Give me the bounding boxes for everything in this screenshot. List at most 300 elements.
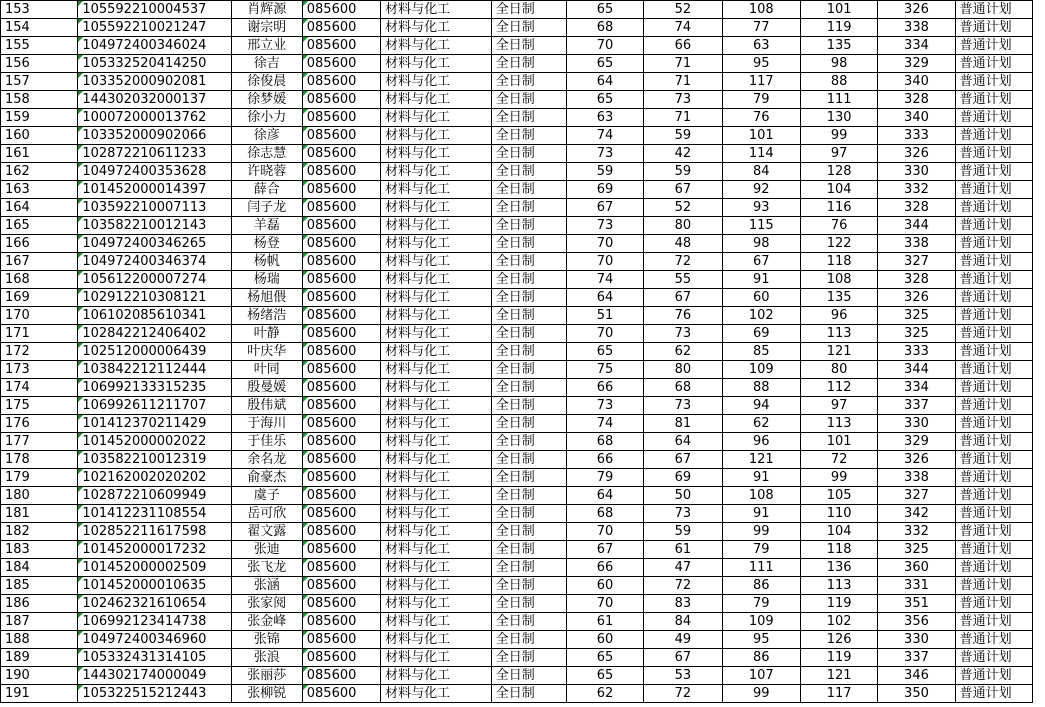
english-score-cell[interactable]: 68: [644, 379, 722, 397]
major-name-cell[interactable]: 材料与化工: [381, 361, 492, 379]
major-name-cell[interactable]: 材料与化工: [381, 307, 492, 325]
politics-score-cell[interactable]: 68: [566, 19, 643, 37]
exam-id-cell[interactable]: 102872210611233: [78, 145, 232, 163]
major-name-cell[interactable]: 材料与化工: [381, 217, 492, 235]
exam-id-cell[interactable]: 105592210021247: [78, 19, 232, 37]
study-mode-cell[interactable]: 全日制: [491, 217, 566, 235]
english-score-cell[interactable]: 62: [644, 343, 722, 361]
major-name-cell[interactable]: 材料与化工: [381, 415, 492, 433]
exam-id-cell[interactable]: 101452000014397: [78, 181, 232, 199]
major-name-cell[interactable]: 材料与化工: [381, 577, 492, 595]
exam-id-cell[interactable]: 101412231108554: [78, 505, 232, 523]
subject1-score-cell[interactable]: 121: [722, 451, 800, 469]
politics-score-cell[interactable]: 66: [566, 379, 643, 397]
major-code-cell[interactable]: 085600: [302, 631, 380, 649]
subject1-score-cell[interactable]: 111: [722, 559, 800, 577]
major-code-cell[interactable]: 085600: [302, 541, 380, 559]
politics-score-cell[interactable]: 68: [566, 433, 643, 451]
study-mode-cell[interactable]: 全日制: [491, 199, 566, 217]
name-cell[interactable]: 殷曼媛: [231, 379, 302, 397]
row-index[interactable]: 160: [1, 127, 78, 145]
name-cell[interactable]: 于佳乐: [231, 433, 302, 451]
major-name-cell[interactable]: 材料与化工: [381, 469, 492, 487]
english-score-cell[interactable]: 73: [644, 325, 722, 343]
plan-type-cell[interactable]: 普通计划: [955, 199, 1032, 217]
exam-id-cell[interactable]: 106992123414738: [78, 613, 232, 631]
english-score-cell[interactable]: 61: [644, 541, 722, 559]
politics-score-cell[interactable]: 65: [566, 55, 643, 73]
major-code-cell[interactable]: 085600: [302, 667, 380, 685]
english-score-cell[interactable]: 53: [644, 667, 722, 685]
exam-id-cell[interactable]: 102512000006439: [78, 343, 232, 361]
row-index[interactable]: 171: [1, 325, 78, 343]
subject1-score-cell[interactable]: 109: [722, 613, 800, 631]
major-code-cell[interactable]: 085600: [302, 109, 380, 127]
study-mode-cell[interactable]: 全日制: [491, 631, 566, 649]
plan-type-cell[interactable]: 普通计划: [955, 307, 1032, 325]
plan-type-cell[interactable]: 普通计划: [955, 217, 1032, 235]
total-score-cell[interactable]: 350: [878, 685, 955, 703]
plan-type-cell[interactable]: 普通计划: [955, 523, 1032, 541]
study-mode-cell[interactable]: 全日制: [491, 379, 566, 397]
study-mode-cell[interactable]: 全日制: [491, 361, 566, 379]
subject2-score-cell[interactable]: 101: [801, 1, 878, 19]
exam-id-cell[interactable]: 101412370211429: [78, 415, 232, 433]
subject2-score-cell[interactable]: 102: [801, 613, 878, 631]
subject2-score-cell[interactable]: 111: [801, 91, 878, 109]
subject1-score-cell[interactable]: 108: [722, 487, 800, 505]
politics-score-cell[interactable]: 65: [566, 1, 643, 19]
row-index[interactable]: 183: [1, 541, 78, 559]
exam-id-cell[interactable]: 105322515212443: [78, 685, 232, 703]
major-name-cell[interactable]: 材料与化工: [381, 397, 492, 415]
subject2-score-cell[interactable]: 118: [801, 253, 878, 271]
major-name-cell[interactable]: 材料与化工: [381, 667, 492, 685]
english-score-cell[interactable]: 67: [644, 289, 722, 307]
study-mode-cell[interactable]: 全日制: [491, 433, 566, 451]
major-code-cell[interactable]: 085600: [302, 613, 380, 631]
row-index[interactable]: 164: [1, 199, 78, 217]
total-score-cell[interactable]: 346: [878, 667, 955, 685]
subject2-score-cell[interactable]: 122: [801, 235, 878, 253]
major-code-cell[interactable]: 085600: [302, 433, 380, 451]
major-name-cell[interactable]: 材料与化工: [381, 19, 492, 37]
major-name-cell[interactable]: 材料与化工: [381, 271, 492, 289]
row-index[interactable]: 182: [1, 523, 78, 541]
total-score-cell[interactable]: 325: [878, 307, 955, 325]
row-index[interactable]: 153: [1, 1, 78, 19]
subject2-score-cell[interactable]: 72: [801, 451, 878, 469]
politics-score-cell[interactable]: 74: [566, 127, 643, 145]
subject2-score-cell[interactable]: 96: [801, 307, 878, 325]
name-cell[interactable]: 余名龙: [231, 451, 302, 469]
exam-id-cell[interactable]: 102462321610654: [78, 595, 232, 613]
major-code-cell[interactable]: 085600: [302, 649, 380, 667]
english-score-cell[interactable]: 72: [644, 577, 722, 595]
english-score-cell[interactable]: 80: [644, 217, 722, 235]
row-index[interactable]: 167: [1, 253, 78, 271]
name-cell[interactable]: 徐志慧: [231, 145, 302, 163]
total-score-cell[interactable]: 332: [878, 523, 955, 541]
plan-type-cell[interactable]: 普通计划: [955, 631, 1032, 649]
major-name-cell[interactable]: 材料与化工: [381, 451, 492, 469]
english-score-cell[interactable]: 71: [644, 109, 722, 127]
politics-score-cell[interactable]: 60: [566, 631, 643, 649]
subject1-score-cell[interactable]: 102: [722, 307, 800, 325]
row-index[interactable]: 187: [1, 613, 78, 631]
total-score-cell[interactable]: 326: [878, 289, 955, 307]
exam-id-cell[interactable]: 102852211617598: [78, 523, 232, 541]
plan-type-cell[interactable]: 普通计划: [955, 271, 1032, 289]
subject2-score-cell[interactable]: 108: [801, 271, 878, 289]
politics-score-cell[interactable]: 70: [566, 523, 643, 541]
politics-score-cell[interactable]: 65: [566, 343, 643, 361]
row-index[interactable]: 186: [1, 595, 78, 613]
major-code-cell[interactable]: 085600: [302, 163, 380, 181]
english-score-cell[interactable]: 84: [644, 613, 722, 631]
subject1-score-cell[interactable]: 109: [722, 361, 800, 379]
major-name-cell[interactable]: 材料与化工: [381, 55, 492, 73]
english-score-cell[interactable]: 49: [644, 631, 722, 649]
major-name-cell[interactable]: 材料与化工: [381, 91, 492, 109]
subject2-score-cell[interactable]: 118: [801, 541, 878, 559]
plan-type-cell[interactable]: 普通计划: [955, 451, 1032, 469]
exam-id-cell[interactable]: 103842212112444: [78, 361, 232, 379]
plan-type-cell[interactable]: 普通计划: [955, 145, 1032, 163]
english-score-cell[interactable]: 73: [644, 397, 722, 415]
politics-score-cell[interactable]: 63: [566, 109, 643, 127]
total-score-cell[interactable]: 333: [878, 127, 955, 145]
plan-type-cell[interactable]: 普通计划: [955, 109, 1032, 127]
major-name-cell[interactable]: 材料与化工: [381, 37, 492, 55]
row-index[interactable]: 190: [1, 667, 78, 685]
subject2-score-cell[interactable]: 113: [801, 415, 878, 433]
study-mode-cell[interactable]: 全日制: [491, 487, 566, 505]
exam-id-cell[interactable]: 106102085610341: [78, 307, 232, 325]
study-mode-cell[interactable]: 全日制: [491, 55, 566, 73]
major-code-cell[interactable]: 085600: [302, 415, 380, 433]
plan-type-cell[interactable]: 普通计划: [955, 559, 1032, 577]
study-mode-cell[interactable]: 全日制: [491, 91, 566, 109]
plan-type-cell[interactable]: 普通计划: [955, 19, 1032, 37]
subject1-score-cell[interactable]: 98: [722, 235, 800, 253]
study-mode-cell[interactable]: 全日制: [491, 415, 566, 433]
exam-id-cell[interactable]: 102912210308121: [78, 289, 232, 307]
total-score-cell[interactable]: 334: [878, 37, 955, 55]
english-score-cell[interactable]: 42: [644, 145, 722, 163]
major-code-cell[interactable]: 085600: [302, 127, 380, 145]
politics-score-cell[interactable]: 68: [566, 505, 643, 523]
politics-score-cell[interactable]: 65: [566, 667, 643, 685]
major-code-cell[interactable]: 085600: [302, 217, 380, 235]
politics-score-cell[interactable]: 64: [566, 487, 643, 505]
plan-type-cell[interactable]: 普通计划: [955, 685, 1032, 703]
major-name-cell[interactable]: 材料与化工: [381, 73, 492, 91]
row-index[interactable]: 170: [1, 307, 78, 325]
english-score-cell[interactable]: 66: [644, 37, 722, 55]
subject2-score-cell[interactable]: 119: [801, 649, 878, 667]
row-index[interactable]: 177: [1, 433, 78, 451]
subject2-score-cell[interactable]: 128: [801, 163, 878, 181]
subject1-score-cell[interactable]: 92: [722, 181, 800, 199]
study-mode-cell[interactable]: 全日制: [491, 577, 566, 595]
row-index[interactable]: 155: [1, 37, 78, 55]
row-index[interactable]: 189: [1, 649, 78, 667]
total-score-cell[interactable]: 338: [878, 235, 955, 253]
politics-score-cell[interactable]: 64: [566, 289, 643, 307]
major-code-cell[interactable]: 085600: [302, 253, 380, 271]
politics-score-cell[interactable]: 73: [566, 217, 643, 235]
politics-score-cell[interactable]: 70: [566, 253, 643, 271]
row-index[interactable]: 161: [1, 145, 78, 163]
exam-id-cell[interactable]: 103352000902066: [78, 127, 232, 145]
major-code-cell[interactable]: 085600: [302, 523, 380, 541]
english-score-cell[interactable]: 76: [644, 307, 722, 325]
subject2-score-cell[interactable]: 119: [801, 595, 878, 613]
major-code-cell[interactable]: 085600: [302, 73, 380, 91]
row-index[interactable]: 178: [1, 451, 78, 469]
english-score-cell[interactable]: 52: [644, 1, 722, 19]
subject2-score-cell[interactable]: 76: [801, 217, 878, 235]
exam-id-cell[interactable]: 103352000902081: [78, 73, 232, 91]
english-score-cell[interactable]: 59: [644, 163, 722, 181]
name-cell[interactable]: 杨登: [231, 235, 302, 253]
name-cell[interactable]: 于海川: [231, 415, 302, 433]
subject2-score-cell[interactable]: 80: [801, 361, 878, 379]
subject1-score-cell[interactable]: 67: [722, 253, 800, 271]
row-index[interactable]: 172: [1, 343, 78, 361]
major-name-cell[interactable]: 材料与化工: [381, 379, 492, 397]
exam-id-cell[interactable]: 144302174000049: [78, 667, 232, 685]
major-code-cell[interactable]: 085600: [302, 361, 380, 379]
politics-score-cell[interactable]: 70: [566, 235, 643, 253]
subject2-score-cell[interactable]: 104: [801, 523, 878, 541]
english-score-cell[interactable]: 48: [644, 235, 722, 253]
subject2-score-cell[interactable]: 99: [801, 127, 878, 145]
politics-score-cell[interactable]: 62: [566, 685, 643, 703]
exam-id-cell[interactable]: 106992611211707: [78, 397, 232, 415]
major-code-cell[interactable]: 085600: [302, 181, 380, 199]
total-score-cell[interactable]: 333: [878, 343, 955, 361]
study-mode-cell[interactable]: 全日制: [491, 541, 566, 559]
study-mode-cell[interactable]: 全日制: [491, 343, 566, 361]
name-cell[interactable]: 张家阅: [231, 595, 302, 613]
name-cell[interactable]: 杨帆: [231, 253, 302, 271]
english-score-cell[interactable]: 71: [644, 73, 722, 91]
study-mode-cell[interactable]: 全日制: [491, 649, 566, 667]
name-cell[interactable]: 杨绪浩: [231, 307, 302, 325]
major-name-cell[interactable]: 材料与化工: [381, 1, 492, 19]
study-mode-cell[interactable]: 全日制: [491, 163, 566, 181]
politics-score-cell[interactable]: 65: [566, 91, 643, 109]
politics-score-cell[interactable]: 70: [566, 595, 643, 613]
major-code-cell[interactable]: 085600: [302, 469, 380, 487]
english-score-cell[interactable]: 50: [644, 487, 722, 505]
politics-score-cell[interactable]: 51: [566, 307, 643, 325]
major-name-cell[interactable]: 材料与化工: [381, 235, 492, 253]
study-mode-cell[interactable]: 全日制: [491, 109, 566, 127]
name-cell[interactable]: 徐彦: [231, 127, 302, 145]
plan-type-cell[interactable]: 普通计划: [955, 469, 1032, 487]
plan-type-cell[interactable]: 普通计划: [955, 343, 1032, 361]
major-name-cell[interactable]: 材料与化工: [381, 127, 492, 145]
major-code-cell[interactable]: 085600: [302, 37, 380, 55]
exam-id-cell[interactable]: 106992133315235: [78, 379, 232, 397]
total-score-cell[interactable]: 342: [878, 505, 955, 523]
exam-id-cell[interactable]: 104972400346960: [78, 631, 232, 649]
subject2-score-cell[interactable]: 113: [801, 325, 878, 343]
subject1-score-cell[interactable]: 77: [722, 19, 800, 37]
english-score-cell[interactable]: 74: [644, 19, 722, 37]
plan-type-cell[interactable]: 普通计划: [955, 505, 1032, 523]
plan-type-cell[interactable]: 普通计划: [955, 397, 1032, 415]
major-name-cell[interactable]: 材料与化工: [381, 505, 492, 523]
name-cell[interactable]: 张金峰: [231, 613, 302, 631]
plan-type-cell[interactable]: 普通计划: [955, 181, 1032, 199]
plan-type-cell[interactable]: 普通计划: [955, 379, 1032, 397]
major-name-cell[interactable]: 材料与化工: [381, 541, 492, 559]
politics-score-cell[interactable]: 70: [566, 37, 643, 55]
major-name-cell[interactable]: 材料与化工: [381, 163, 492, 181]
subject2-score-cell[interactable]: 110: [801, 505, 878, 523]
politics-score-cell[interactable]: 74: [566, 271, 643, 289]
plan-type-cell[interactable]: 普通计划: [955, 127, 1032, 145]
exam-id-cell[interactable]: 101452000002509: [78, 559, 232, 577]
plan-type-cell[interactable]: 普通计划: [955, 577, 1032, 595]
name-cell[interactable]: 张锦: [231, 631, 302, 649]
total-score-cell[interactable]: 344: [878, 217, 955, 235]
name-cell[interactable]: 许晓蓉: [231, 163, 302, 181]
name-cell[interactable]: 徐吉: [231, 55, 302, 73]
major-code-cell[interactable]: 085600: [302, 397, 380, 415]
subject1-score-cell[interactable]: 95: [722, 55, 800, 73]
politics-score-cell[interactable]: 70: [566, 325, 643, 343]
total-score-cell[interactable]: 344: [878, 361, 955, 379]
subject1-score-cell[interactable]: 108: [722, 1, 800, 19]
row-index[interactable]: 191: [1, 685, 78, 703]
row-index[interactable]: 184: [1, 559, 78, 577]
row-index[interactable]: 176: [1, 415, 78, 433]
plan-type-cell[interactable]: 普通计划: [955, 667, 1032, 685]
name-cell[interactable]: 张飞龙: [231, 559, 302, 577]
name-cell[interactable]: 薛合: [231, 181, 302, 199]
major-code-cell[interactable]: 085600: [302, 487, 380, 505]
exam-id-cell[interactable]: 144302032000137: [78, 91, 232, 109]
major-code-cell[interactable]: 085600: [302, 307, 380, 325]
subject2-score-cell[interactable]: 117: [801, 685, 878, 703]
row-index[interactable]: 166: [1, 235, 78, 253]
major-code-cell[interactable]: 085600: [302, 577, 380, 595]
study-mode-cell[interactable]: 全日制: [491, 451, 566, 469]
subject1-score-cell[interactable]: 91: [722, 505, 800, 523]
major-code-cell[interactable]: 085600: [302, 685, 380, 703]
study-mode-cell[interactable]: 全日制: [491, 1, 566, 19]
row-index[interactable]: 154: [1, 19, 78, 37]
name-cell[interactable]: 张浪: [231, 649, 302, 667]
major-name-cell[interactable]: 材料与化工: [381, 487, 492, 505]
plan-type-cell[interactable]: 普通计划: [955, 415, 1032, 433]
major-code-cell[interactable]: 085600: [302, 559, 380, 577]
subject2-score-cell[interactable]: 135: [801, 289, 878, 307]
plan-type-cell[interactable]: 普通计划: [955, 649, 1032, 667]
english-score-cell[interactable]: 83: [644, 595, 722, 613]
plan-type-cell[interactable]: 普通计划: [955, 91, 1032, 109]
english-score-cell[interactable]: 59: [644, 127, 722, 145]
exam-id-cell[interactable]: 102842212406402: [78, 325, 232, 343]
subject1-score-cell[interactable]: 101: [722, 127, 800, 145]
study-mode-cell[interactable]: 全日制: [491, 505, 566, 523]
major-code-cell[interactable]: 085600: [302, 595, 380, 613]
english-score-cell[interactable]: 73: [644, 505, 722, 523]
total-score-cell[interactable]: 340: [878, 73, 955, 91]
study-mode-cell[interactable]: 全日制: [491, 253, 566, 271]
major-name-cell[interactable]: 材料与化工: [381, 613, 492, 631]
english-score-cell[interactable]: 67: [644, 181, 722, 199]
subject1-score-cell[interactable]: 91: [722, 469, 800, 487]
name-cell[interactable]: 叶庆华: [231, 343, 302, 361]
name-cell[interactable]: 闫子龙: [231, 199, 302, 217]
major-name-cell[interactable]: 材料与化工: [381, 559, 492, 577]
major-code-cell[interactable]: 085600: [302, 271, 380, 289]
major-code-cell[interactable]: 085600: [302, 55, 380, 73]
total-score-cell[interactable]: 329: [878, 433, 955, 451]
subject2-score-cell[interactable]: 101: [801, 433, 878, 451]
row-index[interactable]: 175: [1, 397, 78, 415]
study-mode-cell[interactable]: 全日制: [491, 289, 566, 307]
major-name-cell[interactable]: 材料与化工: [381, 199, 492, 217]
subject2-score-cell[interactable]: 104: [801, 181, 878, 199]
plan-type-cell[interactable]: 普通计划: [955, 55, 1032, 73]
study-mode-cell[interactable]: 全日制: [491, 523, 566, 541]
name-cell[interactable]: 叶同: [231, 361, 302, 379]
major-name-cell[interactable]: 材料与化工: [381, 325, 492, 343]
total-score-cell[interactable]: 325: [878, 325, 955, 343]
english-score-cell[interactable]: 72: [644, 685, 722, 703]
politics-score-cell[interactable]: 73: [566, 145, 643, 163]
study-mode-cell[interactable]: 全日制: [491, 685, 566, 703]
name-cell[interactable]: 邢立业: [231, 37, 302, 55]
subject1-score-cell[interactable]: 96: [722, 433, 800, 451]
total-score-cell[interactable]: 328: [878, 91, 955, 109]
total-score-cell[interactable]: 331: [878, 577, 955, 595]
subject1-score-cell[interactable]: 95: [722, 631, 800, 649]
politics-score-cell[interactable]: 60: [566, 577, 643, 595]
subject1-score-cell[interactable]: 107: [722, 667, 800, 685]
major-code-cell[interactable]: 085600: [302, 91, 380, 109]
subject2-score-cell[interactable]: 88: [801, 73, 878, 91]
subject1-score-cell[interactable]: 84: [722, 163, 800, 181]
english-score-cell[interactable]: 81: [644, 415, 722, 433]
name-cell[interactable]: 叶静: [231, 325, 302, 343]
major-name-cell[interactable]: 材料与化工: [381, 649, 492, 667]
study-mode-cell[interactable]: 全日制: [491, 613, 566, 631]
subject1-score-cell[interactable]: 79: [722, 541, 800, 559]
total-score-cell[interactable]: 329: [878, 55, 955, 73]
total-score-cell[interactable]: 338: [878, 19, 955, 37]
subject2-score-cell[interactable]: 135: [801, 37, 878, 55]
major-code-cell[interactable]: 085600: [302, 145, 380, 163]
study-mode-cell[interactable]: 全日制: [491, 595, 566, 613]
name-cell[interactable]: 岳可欣: [231, 505, 302, 523]
major-name-cell[interactable]: 材料与化工: [381, 343, 492, 361]
politics-score-cell[interactable]: 59: [566, 163, 643, 181]
study-mode-cell[interactable]: 全日制: [491, 73, 566, 91]
study-mode-cell[interactable]: 全日制: [491, 37, 566, 55]
row-index[interactable]: 188: [1, 631, 78, 649]
english-score-cell[interactable]: 55: [644, 271, 722, 289]
subject1-score-cell[interactable]: 85: [722, 343, 800, 361]
subject2-score-cell[interactable]: 121: [801, 343, 878, 361]
